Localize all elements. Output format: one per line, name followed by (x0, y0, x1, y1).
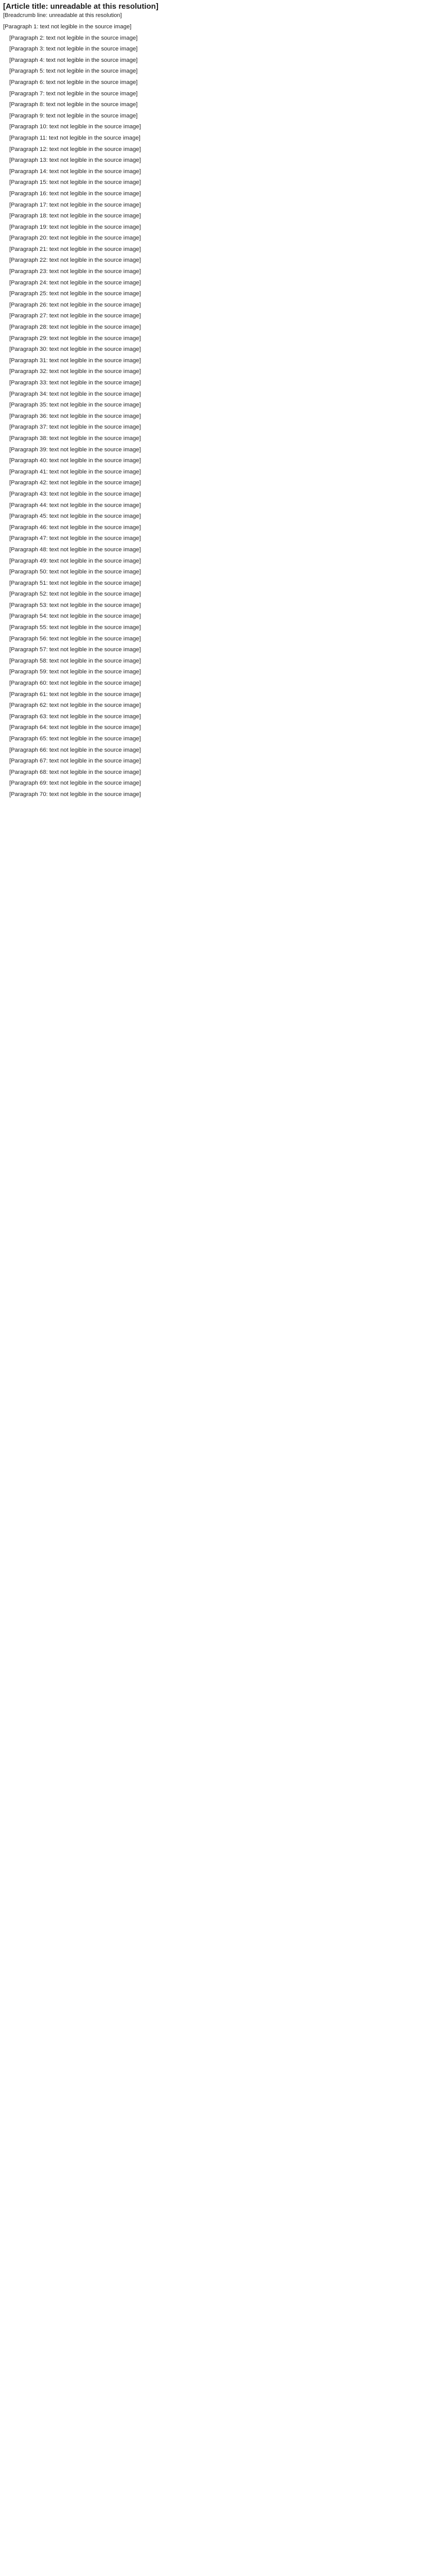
body-paragraph: [Paragraph 1: text not legible in the source image] (3, 24, 132, 30)
body-paragraph: [Paragraph 33: text not legible in the source image] (9, 380, 141, 386)
body-paragraph: [Paragraph 51: text not legible in the source image] (9, 580, 141, 586)
body-paragraph: [Paragraph 17: text not legible in the source image] (9, 201, 141, 208)
article-page (0, 0, 436, 806)
body-paragraph: [Paragraph 48: text not legible in the source image] (9, 546, 141, 553)
body-paragraph: [Paragraph 70: text not legible in the source image] (9, 791, 141, 798)
body-paragraph: [Paragraph 52: text not legible in the source image] (9, 591, 141, 598)
body-paragraph: [Paragraph 53: text not legible in the source image] (9, 602, 141, 608)
body-paragraph: [Paragraph 46: text not legible in the source image] (9, 524, 141, 531)
body-paragraph: [Paragraph 64: text not legible in the source image] (9, 724, 141, 731)
body-paragraph: [Paragraph 58: text not legible in the source image] (9, 657, 141, 664)
body-paragraph: [Paragraph 18: text not legible in the source image] (9, 213, 141, 219)
body-paragraph: [Paragraph 67: text not legible in the source image] (9, 758, 141, 765)
body-paragraph: [Paragraph 20: text not legible in the source image] (9, 235, 141, 242)
body-paragraph: [Paragraph 44: text not legible in the source image] (9, 502, 141, 509)
body-paragraph: [Paragraph 3: text not legible in the source image] (9, 46, 138, 53)
body-paragraph: [Paragraph 36: text not legible in the source image] (9, 413, 141, 419)
body-paragraph: [Paragraph 60: text not legible in the source image] (9, 680, 141, 687)
body-paragraph: [Paragraph 55: text not legible in the source image] (9, 624, 141, 631)
body-paragraph: [Paragraph 11: text not legible in the source image] (9, 134, 141, 141)
body-paragraph: [Paragraph 56: text not legible in the source image] (9, 635, 141, 642)
body-paragraph: [Paragraph 50: text not legible in the source image] (9, 569, 141, 575)
body-paragraph: [Paragraph 6: text not legible in the source image] (9, 79, 138, 86)
body-paragraph: [Paragraph 14: text not legible in the source image] (9, 168, 141, 175)
breadcrumb: [Breadcrumb line: unreadable at this resolution] (3, 12, 122, 19)
body-paragraph: [Paragraph 59: text not legible in the source image] (9, 669, 141, 675)
body-paragraph: [Paragraph 40: text not legible in the source image] (9, 457, 141, 464)
body-paragraph: [Paragraph 22: text not legible in the source image] (9, 257, 141, 264)
body-paragraph: [Paragraph 45: text not legible in the source image] (9, 513, 141, 520)
body-paragraph: [Paragraph 4: text not legible in the source image] (9, 57, 138, 63)
body-paragraph: [Paragraph 57: text not legible in the source image] (9, 647, 141, 653)
article-body (3, 23, 433, 799)
body-paragraph: [Paragraph 16: text not legible in the source image] (9, 190, 141, 197)
body-paragraph: [Paragraph 13: text not legible in the source image] (9, 157, 141, 164)
body-paragraph: [Paragraph 31: text not legible in the source image] (9, 357, 141, 364)
body-paragraph: [Paragraph 39: text not legible in the source image] (9, 446, 141, 453)
body-paragraph: [Paragraph 62: text not legible in the source image] (9, 702, 141, 709)
body-paragraph: [Paragraph 69: text not legible in the source image] (9, 780, 141, 787)
body-paragraph: [Paragraph 32: text not legible in the source image] (9, 368, 141, 375)
body-paragraph: [Paragraph 68: text not legible in the source image] (9, 769, 141, 775)
body-paragraph: [Paragraph 26: text not legible in the source image] (9, 301, 141, 308)
body-paragraph: [Paragraph 28: text not legible in the source image] (9, 324, 141, 331)
body-paragraph: [Paragraph 47: text not legible in the source image] (9, 535, 141, 542)
body-paragraph: [Paragraph 35: text not legible in the source image] (9, 402, 141, 409)
body-paragraph: [Paragraph 34: text not legible in the source image] (9, 391, 141, 397)
body-paragraph: [Paragraph 42: text not legible in the source image] (9, 480, 141, 486)
body-paragraph: [Paragraph 27: text not legible in the source image] (9, 313, 141, 319)
body-paragraph: [Paragraph 37: text not legible in the source image] (9, 424, 141, 431)
body-paragraph: [Paragraph 5: text not legible in the source image] (9, 68, 138, 75)
body-paragraph: [Paragraph 15: text not legible in the source image] (9, 179, 141, 186)
body-paragraph: [Paragraph 7: text not legible in the source image] (9, 90, 138, 97)
body-paragraph: [Paragraph 9: text not legible in the source image] (9, 112, 138, 119)
body-paragraph: [Paragraph 2: text not legible in the source image] (9, 35, 138, 41)
body-paragraph: [Paragraph 21: text not legible in the source image] (9, 246, 141, 252)
body-paragraph: [Paragraph 10: text not legible in the source image] (9, 124, 141, 130)
body-paragraph: [Paragraph 61: text not legible in the source image] (9, 691, 141, 698)
body-paragraph: [Paragraph 12: text not legible in the source image] (9, 146, 141, 152)
body-paragraph: [Paragraph 66: text not legible in the source image] (9, 747, 141, 753)
body-paragraph: [Paragraph 19: text not legible in the source image] (9, 224, 141, 230)
article-title: [Article title: unreadable at this resolution] (3, 2, 159, 11)
body-paragraph: [Paragraph 41: text not legible in the source image] (9, 468, 141, 475)
body-paragraph: [Paragraph 63: text not legible in the source image] (9, 713, 141, 720)
body-paragraph: [Paragraph 29: text not legible in the source image] (9, 335, 141, 342)
body-paragraph: [Paragraph 24: text not legible in the source image] (9, 279, 141, 286)
body-paragraph: [Paragraph 49: text not legible in the source image] (9, 557, 141, 564)
body-paragraph: [Paragraph 30: text not legible in the source image] (9, 346, 141, 353)
body-paragraph: [Paragraph 65: text not legible in the source image] (9, 736, 141, 742)
body-paragraph: [Paragraph 54: text not legible in the source image] (9, 613, 141, 620)
body-paragraph: [Paragraph 43: text not legible in the source image] (9, 490, 141, 497)
body-paragraph: [Paragraph 38: text not legible in the source image] (9, 435, 141, 442)
body-paragraph: [Paragraph 25: text not legible in the source image] (9, 291, 141, 297)
body-paragraph: [Paragraph 23: text not legible in the source image] (9, 268, 141, 275)
body-paragraph: [Paragraph 8: text not legible in the source image] (9, 101, 138, 108)
